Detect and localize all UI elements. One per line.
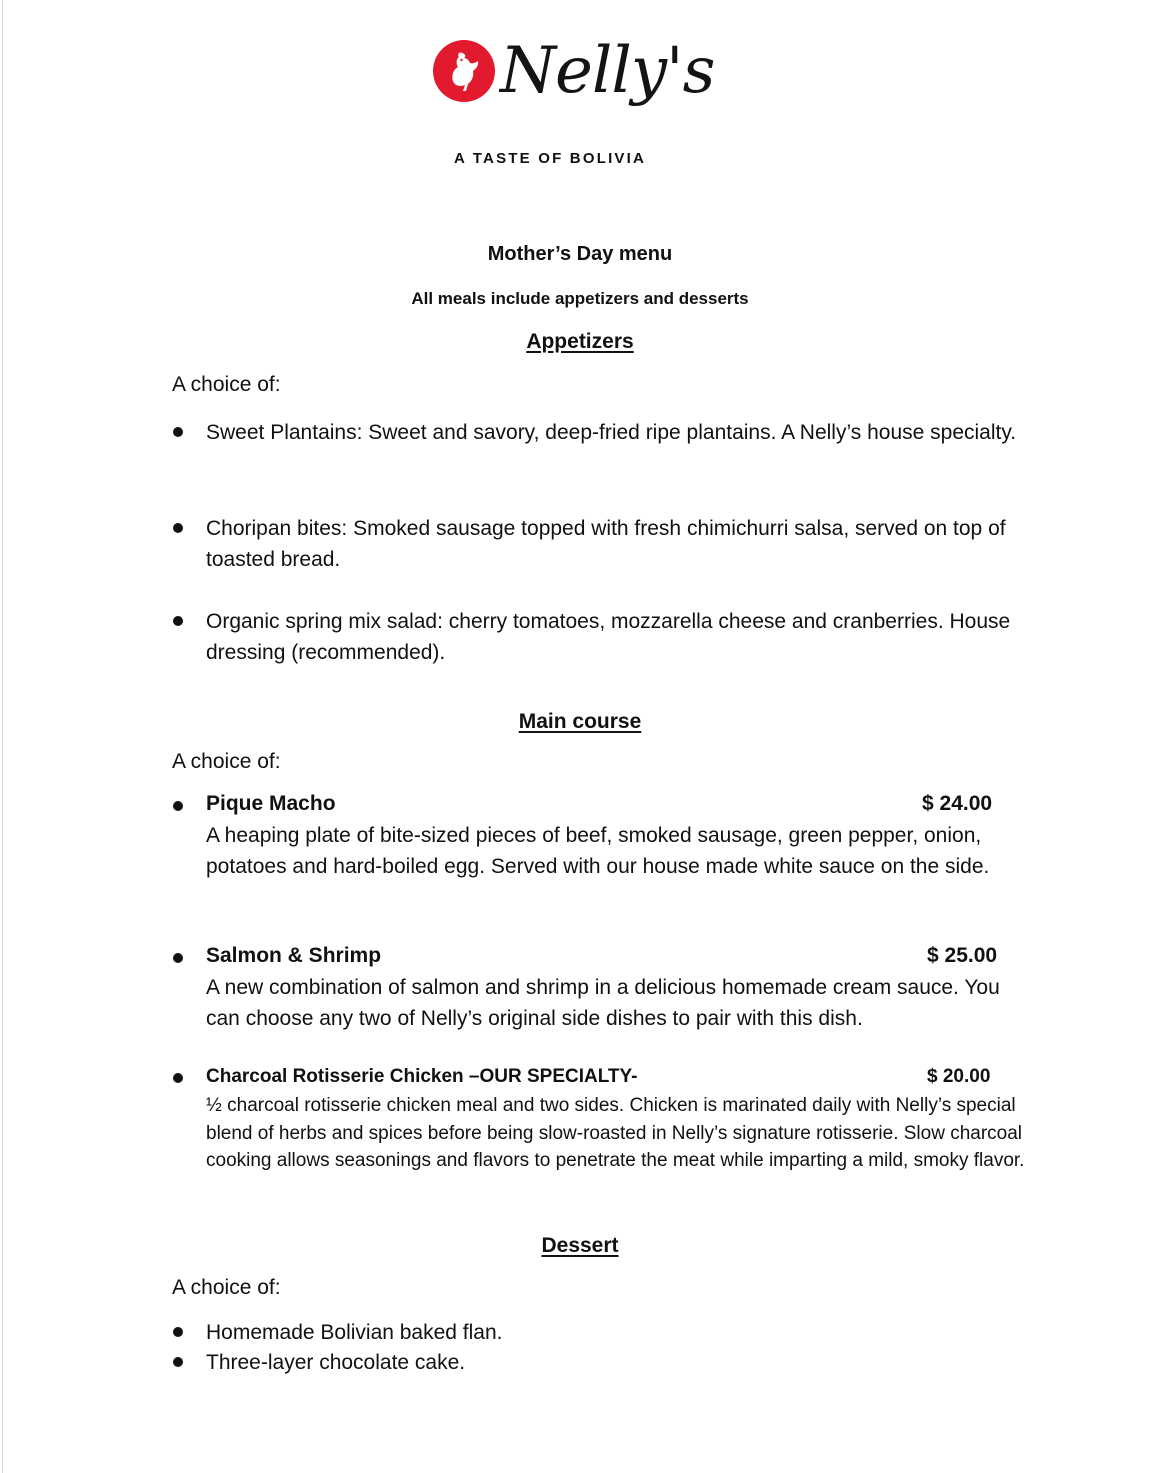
dish-description: ½ charcoal rotisserie chicken meal and two sides. Chicken is marinated daily with Nelly’s special blend of herbs and spices before being slow-roasted in Nelly’s signature rotisserie. Slow charcoal cooking allows seasonings and flavors to penetrate the meat while imparting a mild, smoky flavor. [206,1095,1025,1171]
bullet-icon [173,1073,183,1083]
dessert-item: Three-layer chocolate cake. [206,1351,466,1374]
appetizer-item: Choripan bites: Smoked sausage topped with fresh chimichurri salsa, served on top of toasted bread. [206,517,1006,571]
appetizer-item: Organic spring mix salad: cherry tomatoes, mozzarella cheese and cranberries. House dressing (recommended). [206,610,1011,664]
appetizers-heading: Appetizers [526,330,634,353]
dessert-choice-label: A choice of: [172,1276,281,1299]
dish-description: A heaping plate of bite-sized pieces of beef, smoked sausage, green pepper, onion, potatoes and hard-boiled egg. Served with our house made white sauce on the side. [206,824,990,878]
menu-title: Mother’s Day menu [487,243,673,265]
main-course-heading: Main course [518,710,642,733]
dish-price: $ 24.00 [922,792,993,815]
rooster-logo-icon [432,39,496,103]
bullet-icon [173,616,183,626]
dish-name: Charcoal Rotisserie Chicken –OUR SPECIALTY- [206,1066,638,1087]
dish-price: $ 25.00 [927,944,998,967]
bullet-icon [173,801,183,811]
dish-name: Pique Macho [206,792,336,815]
bullet-icon [173,1327,183,1337]
appetizer-item: Sweet Plantains: Sweet and savory, deep-fried ripe plantains. A Nelly’s house specialty. [206,421,1017,444]
bullet-icon [173,427,183,437]
main-course-choice-label: A choice of: [172,750,281,773]
dessert-item: Homemade Bolivian baked flan. [206,1321,503,1344]
bullet-icon [173,953,183,963]
menu-subtitle: All meals include appetizers and desserts [411,289,749,308]
brand-wordmark: Nelly's [500,34,715,108]
bullet-icon [173,523,183,533]
dish-name: Salmon & Shrimp [206,944,382,967]
bullet-icon [173,1357,183,1367]
dessert-heading: Dessert [541,1234,619,1257]
brand-tagline: A TASTE OF BOLIVIA [453,150,647,167]
dish-price: $ 20.00 [927,1066,991,1087]
dish-description: A new combination of salmon and shrimp in a delicious homemade cream sauce. You can choose any two of Nelly’s original side dishes to pair with this dish. [206,976,1000,1030]
appetizers-choice-label: A choice of: [172,373,281,396]
